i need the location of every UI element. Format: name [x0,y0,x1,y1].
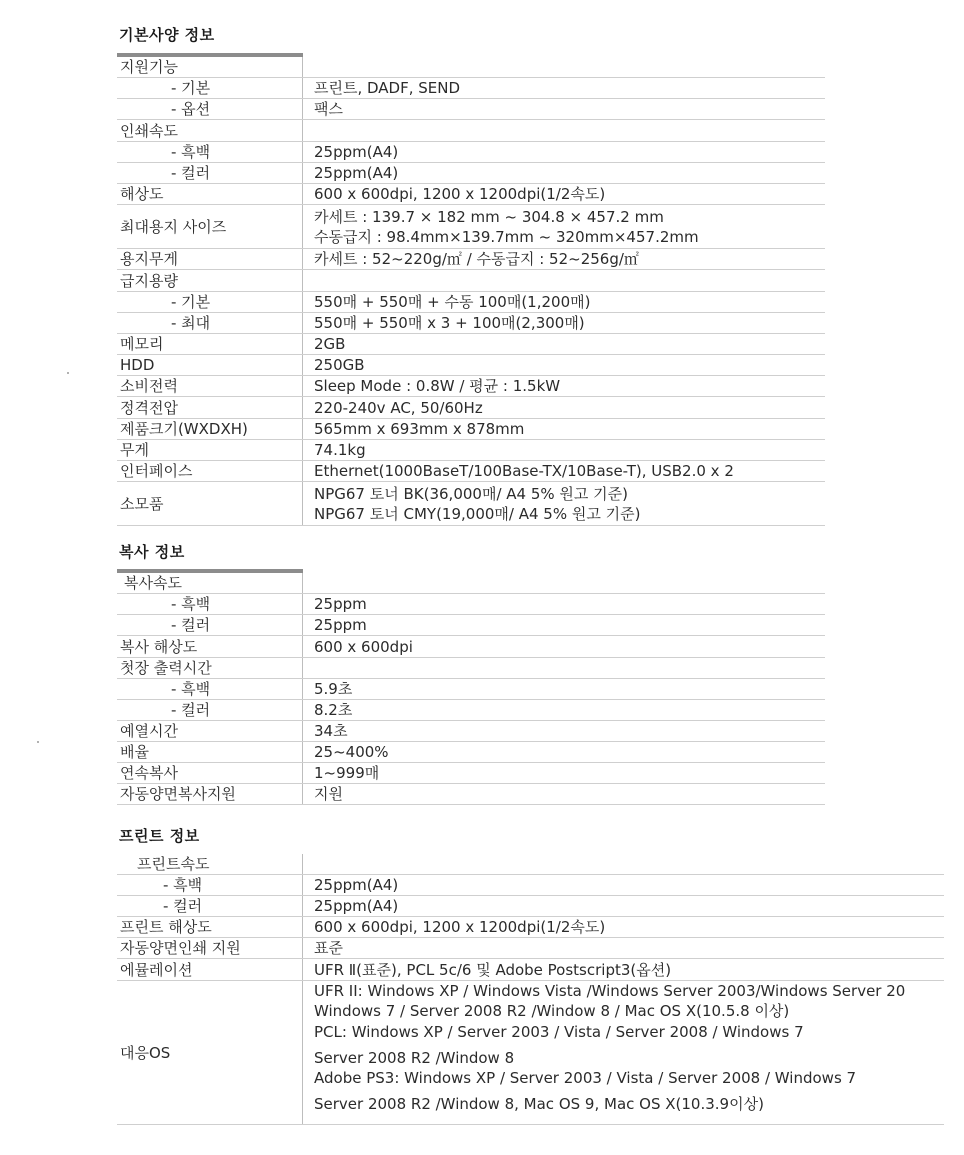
table-row [117,249,825,270]
spec-label: 최대용지 사이즈 [117,205,303,248]
spec-value [303,573,825,593]
table-row [117,355,825,376]
spec-value [303,721,825,741]
table-row [117,594,825,615]
spec-value-line: Server 2008 R2 /Window 8 [314,1049,515,1067]
spec-value-line: Adobe PS3: Windows XP / Server 2003 / Vista / Server 2008 / Windows 7 [314,1069,857,1087]
spec-label: - 기본 [117,292,303,312]
table-row [117,419,825,440]
copy-spec-table [117,573,825,805]
spec-label: - 컬러 [117,700,303,720]
spec-value [303,419,825,439]
table-row [117,573,825,594]
spec-value-line: 600 x 600dpi, 1200 x 1200dpi(1/2속도) [314,918,606,936]
spec-label: - 기본 [117,78,303,98]
table-row [117,99,825,120]
spec-value [303,313,825,333]
spec-value [303,959,944,980]
spec-label: - 흑백 [117,679,303,699]
spec-label: 메모리 [117,334,303,354]
table-row [117,461,825,482]
spec-label: 에뮬레이션 [117,959,303,980]
spec-value-line: Windows 7 / Server 2008 R2 /Window 8 / Mac OS X(10.5.8 이상) [314,1002,790,1020]
spec-value-line: 25ppm [314,595,367,613]
spec-label: 해상도 [117,184,303,204]
spec-value [303,142,825,162]
spec-value-line: PCL: Windows XP / Server 2003 / Vista / Server 2008 / Windows 7 [314,1023,804,1041]
table-row [117,938,944,959]
spec-label: - 흑백 [117,875,303,895]
spec-value [303,57,825,77]
table-row [117,292,825,313]
spec-value [303,270,825,291]
spec-value-line: 25ppm(A4) [314,897,399,915]
spec-value-line: Server 2008 R2 /Window 8, Mac OS 9, Mac OS X(10.3.9이상) [314,1095,764,1113]
spec-value [303,292,825,312]
spec-value [303,482,825,525]
spec-value-line: 74.1kg [314,441,366,459]
table-row [117,57,825,78]
spec-label: - 옵션 [117,99,303,119]
spec-value-line: 8.2초 [314,701,353,719]
spec-label: 복사 해상도 [117,636,303,657]
spec-label: 용지무게 [117,249,303,269]
spec-value-line: Sleep Mode : 0.8W / 평균 : 1.5kW [314,377,561,395]
spec-value-line: 카세트 : 139.7 × 182 mm ~ 304.8 × 457.2 mm [314,207,664,226]
spec-value-line: Ethernet(1000BaseT/100Base-TX/10Base-T), USB2.0 x 2 [314,462,734,480]
print-spec-table [117,854,944,1125]
spec-label: 복사속도 [117,573,303,593]
spec-value [303,99,825,119]
spec-value [303,981,944,1124]
spec-value [303,700,825,720]
table-row [117,896,944,917]
spec-label: 첫장 출력시간 [117,658,303,678]
spec-label: 지원기능 [117,57,303,77]
spec-value-line: 600 x 600dpi, 1200 x 1200dpi(1/2속도) [314,185,606,203]
spec-value-line: 수동급지 : 98.4mm×139.7mm ~ 320mm×457.2mm [314,227,699,246]
spec-label: 프린트 해상도 [117,917,303,937]
table-row [117,120,825,142]
spec-value [303,679,825,699]
table-row [117,917,944,938]
table-row [117,981,944,1125]
spec-value [303,163,825,183]
spec-value-line: 25ppm(A4) [314,143,399,161]
spec-value [303,917,944,937]
spec-value-line: UFR II: Windows XP / Windows Vista /Windows Server 2003/Windows Server 20 [314,982,906,1000]
spec-value [303,784,825,804]
spec-value [303,334,825,354]
table-row [117,163,825,184]
spec-value [303,78,825,98]
table-row [117,78,825,99]
spec-value [303,355,825,375]
spec-value-line: 팩스 [314,100,343,118]
spec-value [303,205,825,248]
spec-value [303,249,825,269]
spec-value-line: 25~400% [314,743,389,761]
spec-value [303,120,825,141]
spec-label: - 흑백 [117,594,303,614]
spec-label: - 흑백 [117,142,303,162]
table-row [117,184,825,205]
spec-value [303,636,825,657]
spec-label: 무게 [117,440,303,460]
spec-value-line: 프린트, DADF, SEND [314,79,461,97]
spec-label: - 컬러 [117,896,303,916]
spec-label: 배율 [117,742,303,762]
spec-label: 프린트속도 [117,854,303,874]
spec-value-line: 600 x 600dpi [314,637,413,656]
spec-value-line: 지원 [314,785,343,803]
table-row [117,440,825,461]
spec-label: - 컬러 [117,163,303,183]
spec-label: - 최대 [117,313,303,333]
spec-value-line: 550매 + 550매 x 3 + 100매(2,300매) [314,314,585,332]
spec-value [303,184,825,204]
spec-value [303,854,944,874]
spec-label: - 컬러 [117,615,303,635]
spec-value [303,376,825,396]
basic-spec-title: 기본사양 정보 [119,26,215,44]
spec-value-line: 1~999매 [314,764,380,782]
spec-value-line: 550매 + 550매 + 수동 100매(1,200매) [314,293,591,311]
spec-label: 연속복사 [117,763,303,783]
table-row [117,482,825,526]
table-row [117,205,825,249]
spec-label: 인쇄속도 [117,120,303,141]
copy-spec-title: 복사 정보 [119,543,185,561]
spec-value-line: 표준 [314,939,343,957]
table-row [117,397,825,419]
spec-value-line: 34초 [314,722,348,740]
spec-label: 소모품 [117,482,303,525]
table-row [117,700,825,721]
spec-label: 인터페이스 [117,461,303,481]
spec-value-line: 5.9초 [314,680,353,698]
spec-label: HDD [117,355,303,375]
table-row [117,742,825,763]
table-row [117,270,825,292]
table-row [117,334,825,355]
print-spec-title: 프린트 정보 [119,827,200,845]
table-row [117,854,944,875]
table-row [117,875,944,896]
table-row [117,763,825,784]
spec-value [303,461,825,481]
spec-label: 자동양면복사지원 [117,784,303,804]
spec-value [303,875,944,895]
table-row [117,679,825,700]
spec-value-line: 565mm x 693mm x 878mm [314,420,525,438]
spec-value [303,938,944,958]
spec-label: 대응OS [117,981,303,1124]
spec-value [303,896,944,916]
spec-value [303,658,825,678]
table-row [117,721,825,742]
spec-value-line: 25ppm [314,616,367,634]
spec-value-line: 25ppm(A4) [314,164,399,182]
spec-value-line: 250GB [314,356,365,374]
spec-value-line: NPG67 토너 CMY(19,000매/ A4 5% 원고 기준) [314,504,641,523]
spec-value-line: 25ppm(A4) [314,876,399,894]
spec-value-line: 카세트 : 52~220g/㎡ / 수동급지 : 52~256g/㎡ [314,250,639,268]
spec-value-line: 220-240v AC, 50/60Hz [314,398,483,417]
spec-label: 급지용량 [117,270,303,291]
spec-value [303,397,825,418]
basic-spec-table [117,57,825,526]
scan-speck [37,741,39,743]
spec-label: 정격전압 [117,397,303,418]
spec-value [303,742,825,762]
spec-value [303,615,825,635]
scan-speck [67,372,69,374]
spec-value-line: UFR Ⅱ(표준), PCL 5c/6 및 Adobe Postscript3(옵션) [314,960,672,979]
spec-value [303,440,825,460]
table-row [117,313,825,334]
spec-label: 자동양면인쇄 지원 [117,938,303,958]
spec-value-line: 2GB [314,335,346,353]
spec-value [303,763,825,783]
table-row [117,959,944,981]
table-row [117,784,825,805]
table-row [117,142,825,163]
spec-label: 소비전력 [117,376,303,396]
spec-label: 제품크기(WXDXH) [117,419,303,439]
table-row [117,376,825,397]
table-row [117,636,825,658]
spec-label: 예열시간 [117,721,303,741]
spec-value [303,594,825,614]
table-row [117,658,825,679]
table-row [117,615,825,636]
spec-value-line: NPG67 토너 BK(36,000매/ A4 5% 원고 기준) [314,484,628,503]
